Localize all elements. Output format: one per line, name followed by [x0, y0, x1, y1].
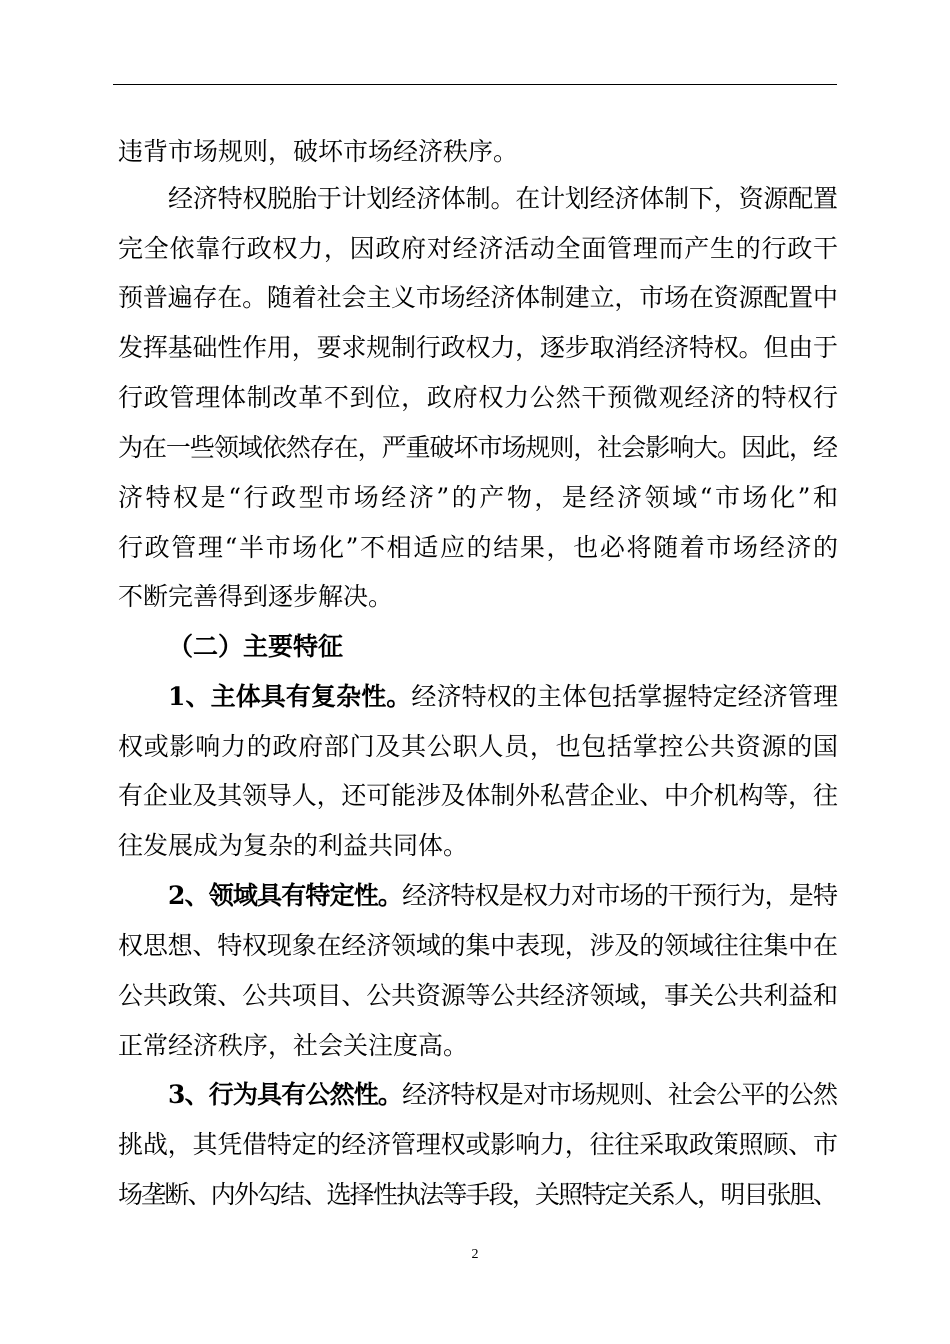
- feature-heading: 3、行为具有公然性。: [168, 1080, 403, 1109]
- text-line: 权或影响力的政府部门及其公职人员，也包括掌控公共资源的国: [118, 732, 839, 761]
- feature-heading: 1、主体具有复杂性。: [168, 682, 412, 711]
- text-line: 不断完善得到逐步解决。: [118, 582, 394, 611]
- text-line: 济特权是“行政型市场经济”的产物，是经济领域“市场化”和: [118, 483, 841, 512]
- text-line: 为在一些领域依然存在，严重破坏市场规则，社会影响大。因此，经: [118, 433, 837, 462]
- text-line: 经济特权脱胎于计划经济体制。在计划经济体制下，资源配置: [168, 184, 838, 213]
- text-line: 行政管理“半市场化”不相适应的结果，也必将随着市场经济的: [118, 533, 840, 562]
- text-segment: 经济特权是权力对市场的干预行为，是特: [402, 881, 838, 910]
- text-line: 发挥基础性作用，要求规制行政权力，逐步取消经济特权。但由于: [118, 333, 838, 362]
- text-line: 权思想、特权现象在经济领域的集中表现，涉及的领域往往集中在: [118, 931, 838, 960]
- text-line: 场垄断、内外勾结、选择性执法等手段，关照特定关系人，明目张胆、: [118, 1180, 837, 1209]
- page-number: 2: [471, 1247, 479, 1262]
- text-segment: 经济特权的主体包括掌握特定经济管理: [411, 682, 839, 711]
- text-line: [168, 1080, 838, 1110]
- text-segment: 经济特权是对市场规则、社会公平的公然: [402, 1080, 838, 1109]
- text-line: 正常经济秩序，社会关注度高。: [118, 1031, 469, 1060]
- text-line: 预普遍存在。随着社会主义市场经济体制建立，市场在资源配置中: [118, 283, 838, 312]
- header-rule: [113, 84, 837, 85]
- section-heading: （二）主要特征: [168, 632, 344, 661]
- text-line: 完全依靠行政权力，因政府对经济活动全面管理而产生的行政干: [118, 234, 839, 263]
- text-line: 公共政策、公共项目、公共资源等公共经济领域，事关公共利益和: [118, 981, 838, 1010]
- text-line: [168, 682, 838, 712]
- text-line: 行政管理体制改革不到位，政府权力公然干预微观经济的特权行: [118, 383, 839, 412]
- text-line: 违背市场规则，破坏市场经济秩序。: [118, 137, 519, 166]
- feature-heading: 2、领域具有特定性。: [168, 881, 403, 910]
- text-line: [168, 881, 838, 911]
- text-line: 往发展成为复杂的利益共同体。: [118, 831, 469, 860]
- text-line: 有企业及其领导人，还可能涉及体制外私营企业、中介机构等，往: [118, 781, 838, 810]
- text-line: 挑战，其凭借特定的经济管理权或影响力，往往采取政策照顾、市: [118, 1130, 838, 1159]
